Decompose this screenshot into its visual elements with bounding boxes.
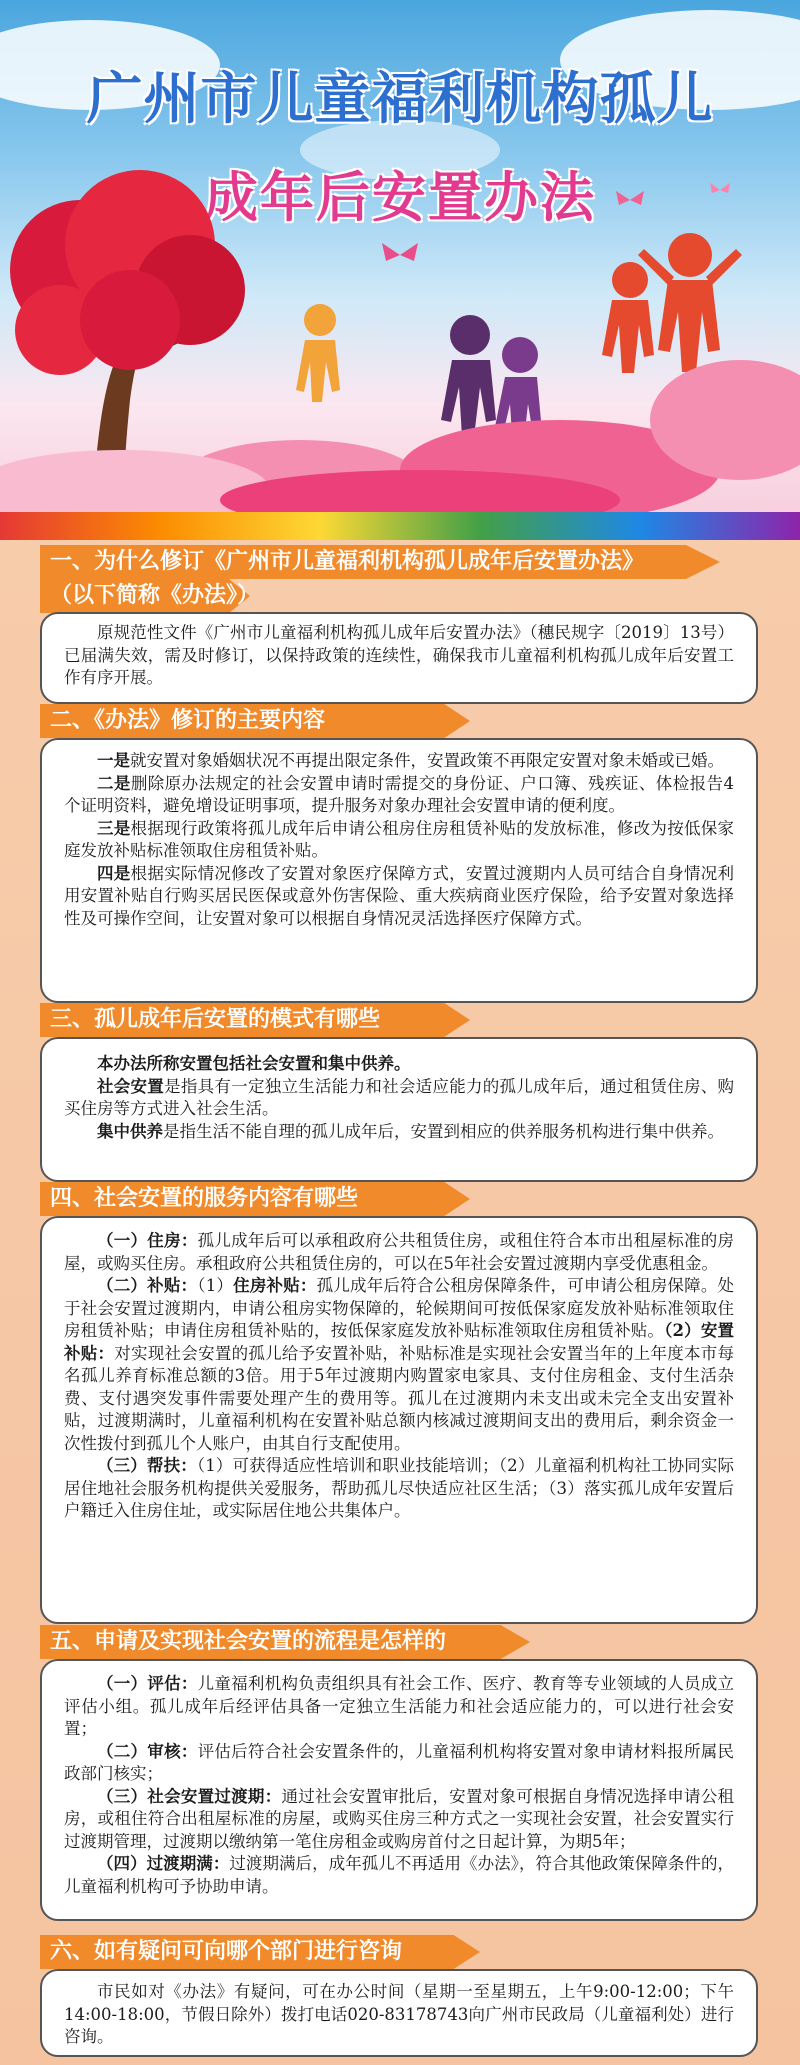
section-2-box [40,738,758,1003]
banner-illustration [0,0,800,540]
section-5-item-4: （四）过渡期满：过渡期满后，成年孤儿不再适用《办法》，符合其他政策保障条件的，儿童福利机构可予协助申请。 [64,1854,735,1896]
section-5-box [40,1659,758,1921]
title-line-2: 成年后安置办法 [204,166,596,229]
section-4-item-2: （二）补贴：（1）住房补贴：孤儿成年后符合公租房保障条件，可申请公租房保障。处于社会安置过渡期内，申请公租房实物保障的，轮候期间可按低保家庭发放补贴标准领取住房租赁补贴；申请住房租赁补贴的，按低保家庭发放补贴标准领取住房租赁补贴。（2）安置补贴：对实现社会安置的孤儿给予安置补贴，补贴标准是实现社会安置当年的上年度本市每名孤儿养育标准总额的3倍。用于5年过渡期内购置家电家具、支付住房租金、支付生活杂费、支付遇突发事件需要处理产生的费用等。孤儿在过渡期内未支出或未完全支出安置补贴，过渡期满时，儿童福利机构在安置补贴总额内核减过渡期间支出的费用后，剩余资金一次性拨付到孤儿个人账户，由其自行支配使用。 [64,1276,735,1453]
section-2-item-1: 一是就安置对象婚姻状况不再提出限定条件，安置政策不再限定安置对象未婚或已婚。 [97,751,724,770]
section-1-heading: 一、为什么修订《广州市儿童福利机构孤儿成年后安置办法》 [40,545,724,579]
section-1-paragraph: 原规范性文件《广州市儿童福利机构孤儿成年后安置办法》（穗民规字〔2019〕13号）已届满失效，需及时修订，以保持政策的连续性，确保我市儿童福利机构孤儿成年后安置工作有序开展。 [64,623,734,687]
heart-tree-illustration [10,170,245,470]
section-6-paragraph: 市民如对《办法》有疑问，可在办公时间（星期一至星期五，上午9:00-12:00；下午14:00-18:00，节假日除外）拨打电话020-83178743向广州市民政局（儿童福利处）进行咨询。 [64,1982,734,2046]
rainbow-stripe [0,512,800,540]
section-5-item-2: （二）审核：评估后符合社会安置条件的，儿童福利机构将安置对象申请材料报所属民政部门核实； [64,1741,735,1783]
banner [0,0,800,540]
section-5-heading: 五、申请及实现社会安置的流程是怎样的 [40,1625,534,1659]
section-2-item-2: 二是删除原办法规定的社会安置申请时需提交的身份证、户口簿、残疾证、体检报告4个证明资料，避免增设证明事项，提升服务对象办理社会安置申请的便利度。 [64,773,735,815]
section-1-box [40,612,758,704]
section-4-heading: 四、社会安置的服务内容有哪些 [40,1182,474,1216]
section-2-item-4: 四是根据实际情况修改了安置对象医疗保障方式，安置过渡期内人员可结合自身情况利用安置补贴自行购买居民医保或意外伤害保险、重大疾病商业医疗保险，给予安置对象选择性及可操作空间，让安置对象可以根据自身情况灵活选择医疗保障方式。 [64,863,735,928]
section-2-heading: 二、《办法》修订的主要内容 [40,704,474,738]
section-2-item-3: 三是根据现行政策将孤儿成年后申请公租房住房租赁补贴的发放标准，修改为按低保家庭发放补贴标准领取住房租赁补贴。 [64,818,735,860]
section-3-box [40,1037,758,1182]
section-5-item-3: （三）社会安置过渡期：通过社会安置审批后，安置对象可根据自身情况选择申请公租房，或租住符合出租屋标准的房屋，或购买住房三种方式之一实现社会安置，社会安置实行过渡期管理，过渡期以缴纳第一笔住房租金或购房首付之日起计算，为期5年； [64,1786,735,1851]
section-4-item-1: （一）住房：孤儿成年后可以承租政府公共租赁住房，或租住符合本市出租屋标准的房屋，或购买住房。承租政府公共租赁住房的，可以在5年社会安置过渡期内享受优惠租金。 [64,1231,735,1273]
section-1-heading-line2: （以下简称《办法》） [40,579,254,613]
section-5-item-1: （一）评估：儿童福利机构负责组织具有社会工作、医疗、教育等专业领域的人员成立评估小组。孤儿成年后经评估具备一定独立生活能力和社会适应能力的，可以进行社会安置； [64,1674,735,1738]
section-3-heading: 三、孤儿成年后安置的模式有哪些 [40,1003,474,1037]
section-3-item-2: 社会安置是指具有一定独立生活能力和社会适应能力的孤儿成年后，通过租赁住房、购买住房等方式进入社会生活。 [64,1076,735,1118]
title-line-1: 广州市儿童福利机构孤儿 [86,67,714,132]
section-6-box [40,1969,758,2057]
section-4-item-3: （三）帮扶：（1）可获得适应性培训和职业技能培训；（2）儿童福利机构社工协同实际居住地社会服务机构提供关爱服务，帮助孤儿尽快适应社区生活；（3）落实孤儿成年安置后户籍迁入住房住址，或实际居住地公共集体户。 [64,1456,735,1520]
section-4-box [40,1216,758,1624]
section-6-heading: 六、如有疑问可向哪个部门进行咨询 [40,1935,484,1969]
section-3-item-1: 本办法所称安置包括社会安置和集中供养。 [97,1054,411,1073]
section-3-item-3: 集中供养是指生活不能自理的孤儿成年后，安置到相应的供养服务机构进行集中供养。 [97,1121,724,1141]
